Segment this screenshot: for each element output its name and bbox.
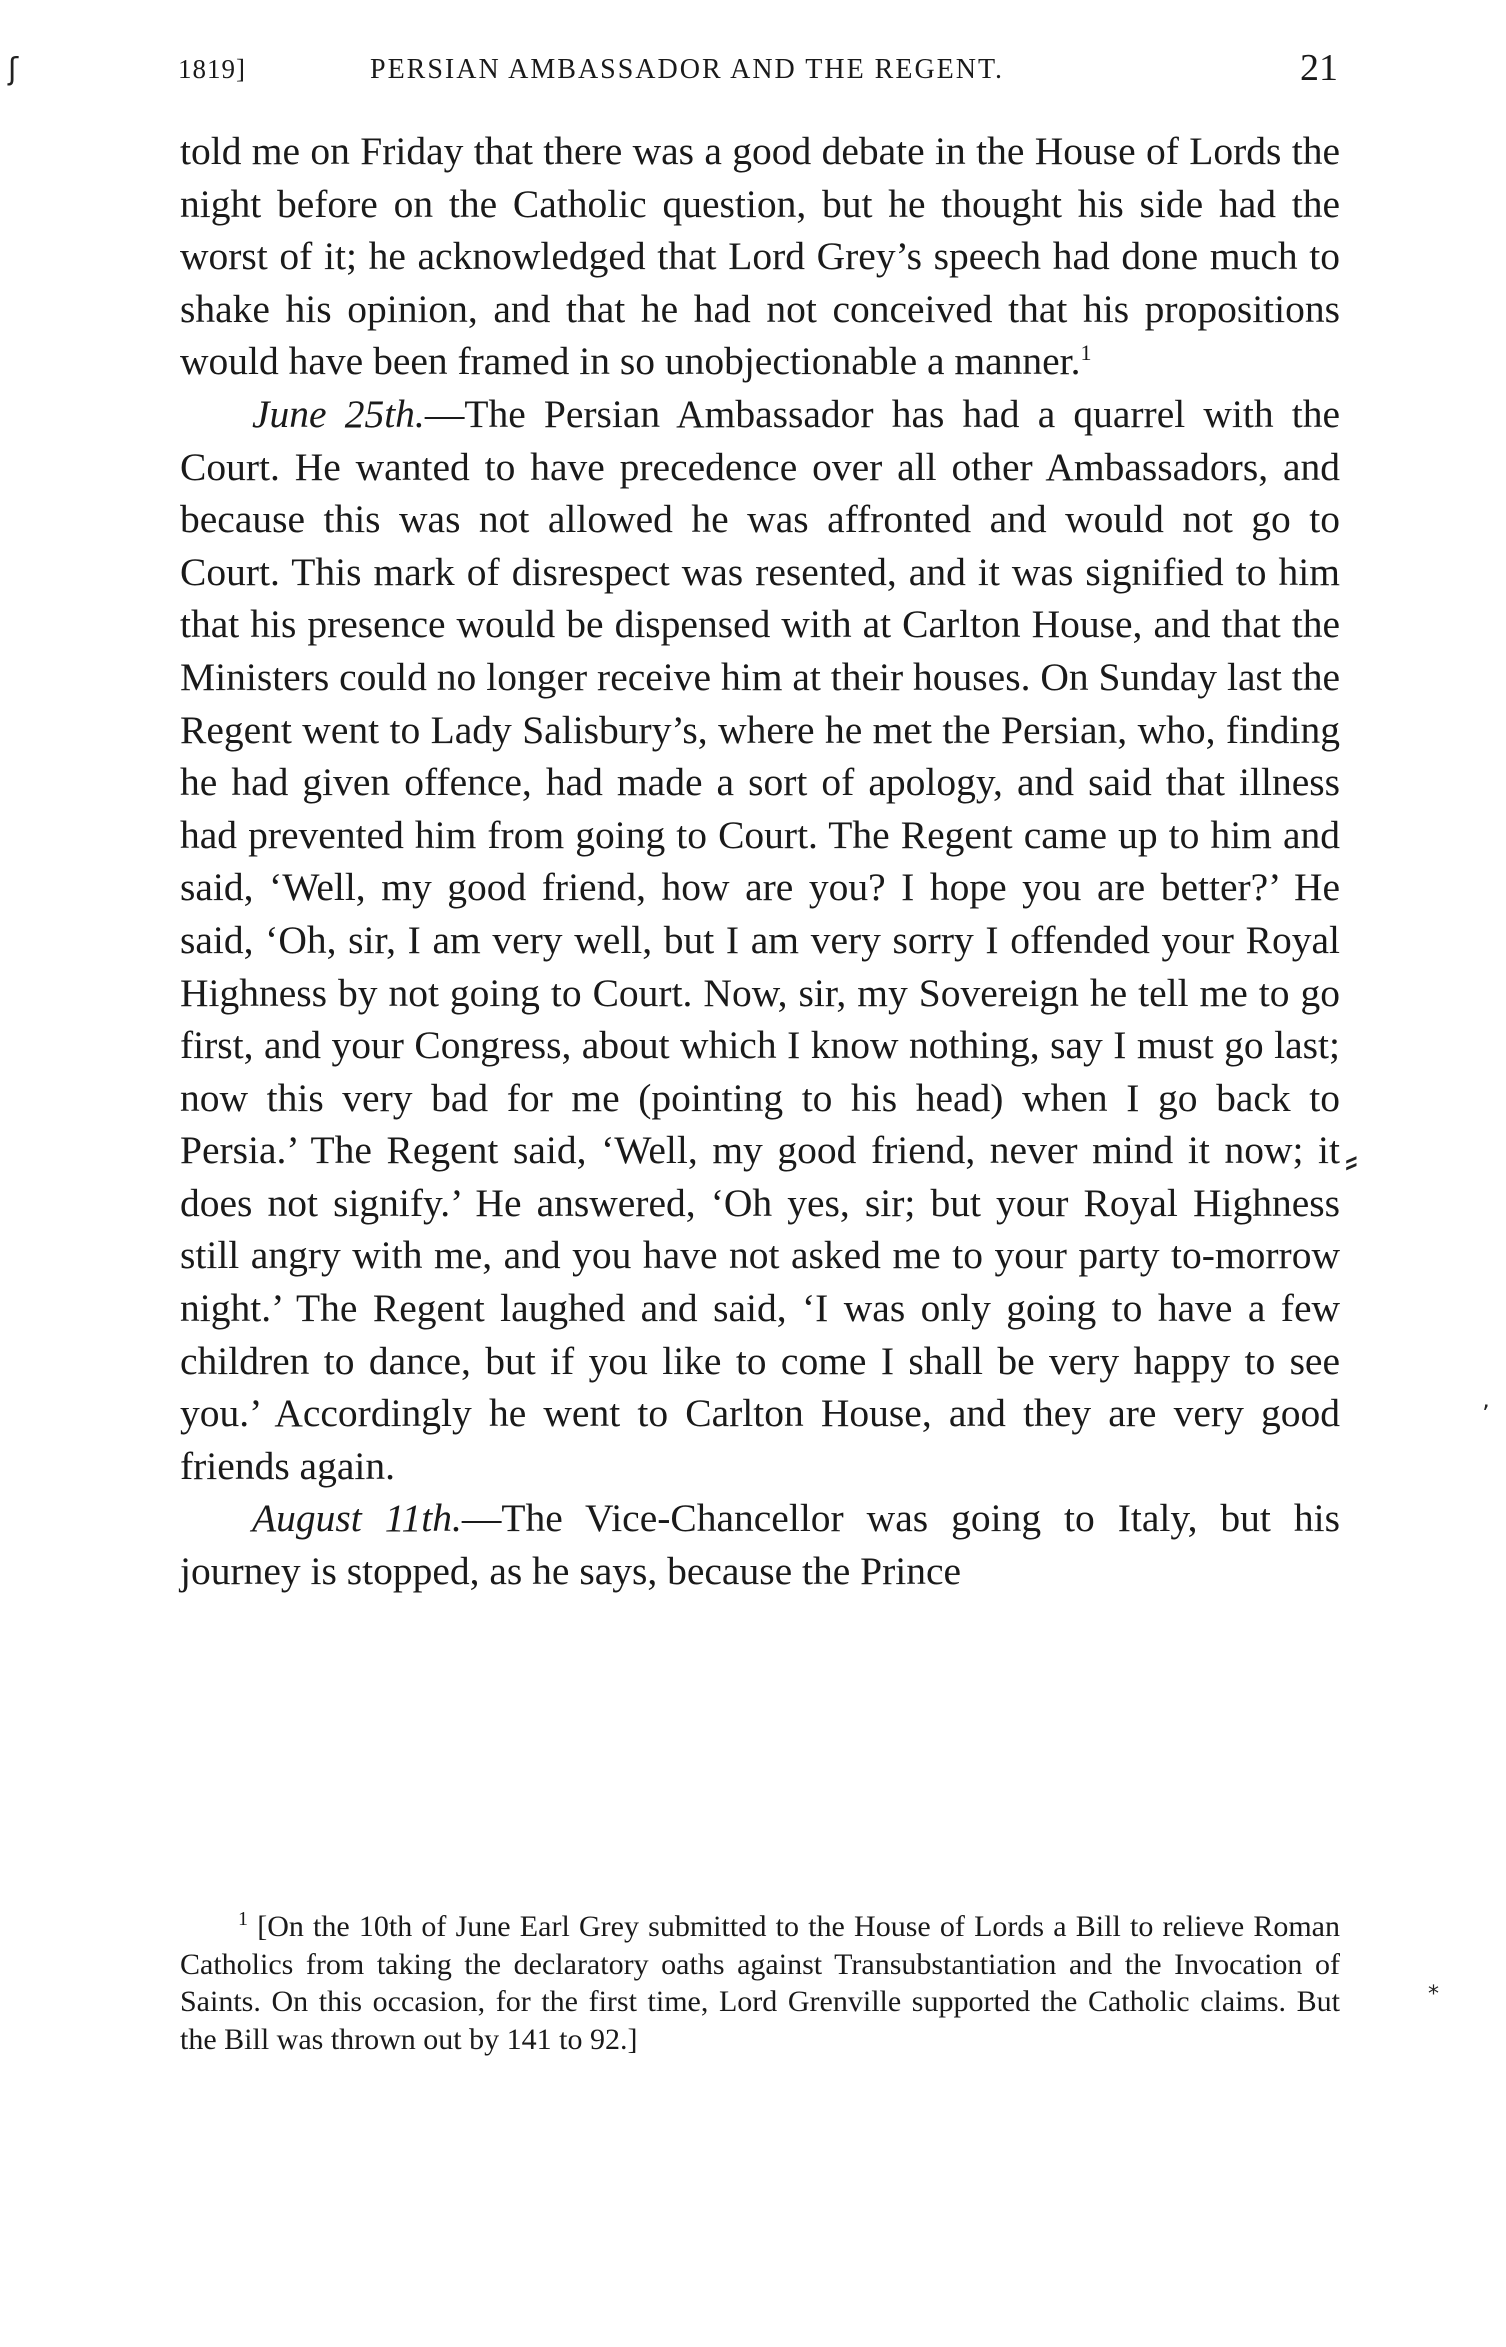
footnote-text: [On the 10th of June Earl Grey submitted to the House of Lords a Bill to relieve Roman Catholics from taking the declaratory oaths against Transubstantiation and the Invocation of Saints. On this occasion, for the first time, Lord Grenville supported the Catholic claims. But the Bill was thrown out by 141 to 92.]: [180, 1910, 1340, 2056]
paragraph-june-25: [180, 388, 1340, 1492]
margin-ink-mark: ⸗: [1345, 1138, 1358, 1182]
entry-date: August 11th.: [252, 1496, 462, 1541]
page-number: 21: [1300, 47, 1338, 89]
margin-ink-mark: ⁎: [1428, 1975, 1439, 2000]
footnote-reference: 1: [1080, 340, 1092, 366]
running-head-year: 1819]: [178, 54, 246, 84]
footnote-section: [180, 1908, 1340, 2058]
running-head: [178, 48, 1338, 98]
footnote: [180, 1908, 1340, 2058]
entry-date: June 25th.: [252, 391, 425, 436]
margin-ink-mark: ʼ: [1482, 1400, 1490, 1428]
running-head-title: PERSIAN AMBASSADOR AND THE REGENT.: [370, 54, 1005, 85]
paragraph-august-11: [180, 1492, 1340, 1597]
paragraph-text: —The Vice-Chancellor was going to Italy, but his journey is stopped, as he says, because the Prince: [180, 1496, 1340, 1594]
footnote-number: 1: [238, 1908, 248, 1930]
paragraph-continued: [180, 125, 1340, 388]
paragraph-text: told me on Friday that there was a good debate in the House of Lords the night before on the Catholic question, but he thought his side had the worst of it; he acknowledged that Lord Grey’s speech had done much to shake his opinion, and that he had not conceived that his propositions would have been framed in so unobjectionable a manner.: [180, 129, 1340, 384]
paragraph-text: —The Persian Ambassador has had a quarrel with the Court. He wanted to have precedence over all other Ambassadors, and because this was not allowed he was affronted and would not go to Court. This mark of disrespect was resented, and it was signified to him that his presence would be dispensed with at Carlton House, and that the Ministers could no longer receive him at their houses. On Sunday last the Regent went to Lady Salisbury’s, where he met the Persian, who, finding he had given offence, had made a sort of apology, and said that illness had prevented him from going to Court. The Regent came up to him and said, ‘Well, my good friend, how are you? I hope you are better?’ He said, ‘Oh, sir, I am very well, but I am very sorry I offended your Royal Highness by not going to Court. Now, sir, my Sovereign he tell me to go first, and your Congress, about which I know nothing, say I must go last; now this very bad for me (pointing to his head) when I go back to Persia.’ The Regent said, ‘Well, my good friend, never mind it now; it does not signify.’ He answered, ‘Oh yes, sir; but your Royal Highness still angry with me, and you have not asked me to your party to-morrow night.’ The Regent laughed and said, ‘I was only going to have a few children to dance, but if you like to come I shall be very happy to see you.’ Accordingly he went to Carlton House, and they are very good friends again.: [180, 391, 1340, 1488]
margin-ink-mark: ʃ: [8, 52, 19, 87]
main-text: [180, 125, 1340, 1598]
